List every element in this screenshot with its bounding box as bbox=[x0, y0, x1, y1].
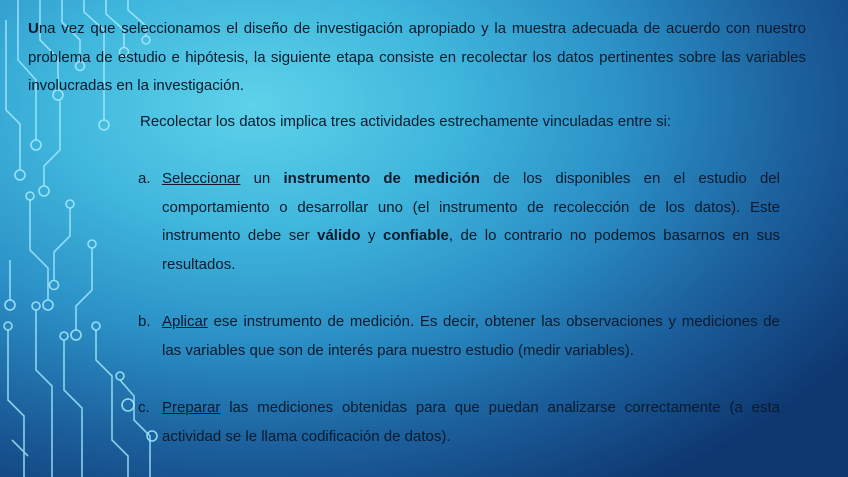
item-text-segment: un bbox=[240, 170, 284, 187]
item-text-segment: de los disponibles en el estudio del comportamiento o desarrollar uno (el instrumento de recolección de los datos). Este instrumento debe ser bbox=[162, 170, 780, 244]
item-verb: Aplicar bbox=[162, 313, 208, 330]
item-text-segment: y bbox=[360, 227, 384, 244]
list-item-a bbox=[138, 165, 780, 279]
list-marker: c. bbox=[138, 399, 150, 416]
intro-paragraph bbox=[28, 15, 806, 101]
item-verb: Seleccionar bbox=[162, 170, 241, 187]
list-item-text bbox=[162, 394, 780, 451]
item-text-segment: ese instrumento de medición. Es decir, obtener las observaciones y mediciones de las variables que son de interés para nuestro estudio (medir variables). bbox=[162, 313, 780, 359]
item-bold-term: instrumento de medición bbox=[283, 170, 480, 187]
list-marker: a. bbox=[138, 170, 151, 187]
item-text-segment: , de lo contrario no podemos basarnos en sus resultados. bbox=[162, 227, 780, 273]
item-bold-term: confiable bbox=[383, 227, 449, 244]
list-item-c bbox=[138, 394, 780, 451]
list-item-text bbox=[162, 165, 780, 279]
list-marker: b. bbox=[138, 313, 151, 330]
list-item-text bbox=[162, 308, 780, 365]
list-item-b bbox=[138, 308, 780, 365]
intro-first-letter: U bbox=[28, 20, 39, 37]
intro-text: na vez que seleccionamos el diseño de investigación apropiado y la muestra adecuada de acuerdo con nuestro problema de estudio e hipótesis, la siguiente etapa consiste en recolectar los datos pertinentes sobre las variables involucradas en la investigación. bbox=[28, 20, 806, 94]
lead-sentence: Recolectar los datos implica tres actividades estrechamente vinculadas entre si: bbox=[140, 113, 672, 130]
item-bold-term: válido bbox=[317, 227, 361, 244]
item-text-segment: las mediciones obtenidas para que puedan analizarse correctamente (a esta actividad se le llama codificación de datos). bbox=[162, 399, 780, 445]
item-verb: Preparar bbox=[162, 399, 221, 416]
